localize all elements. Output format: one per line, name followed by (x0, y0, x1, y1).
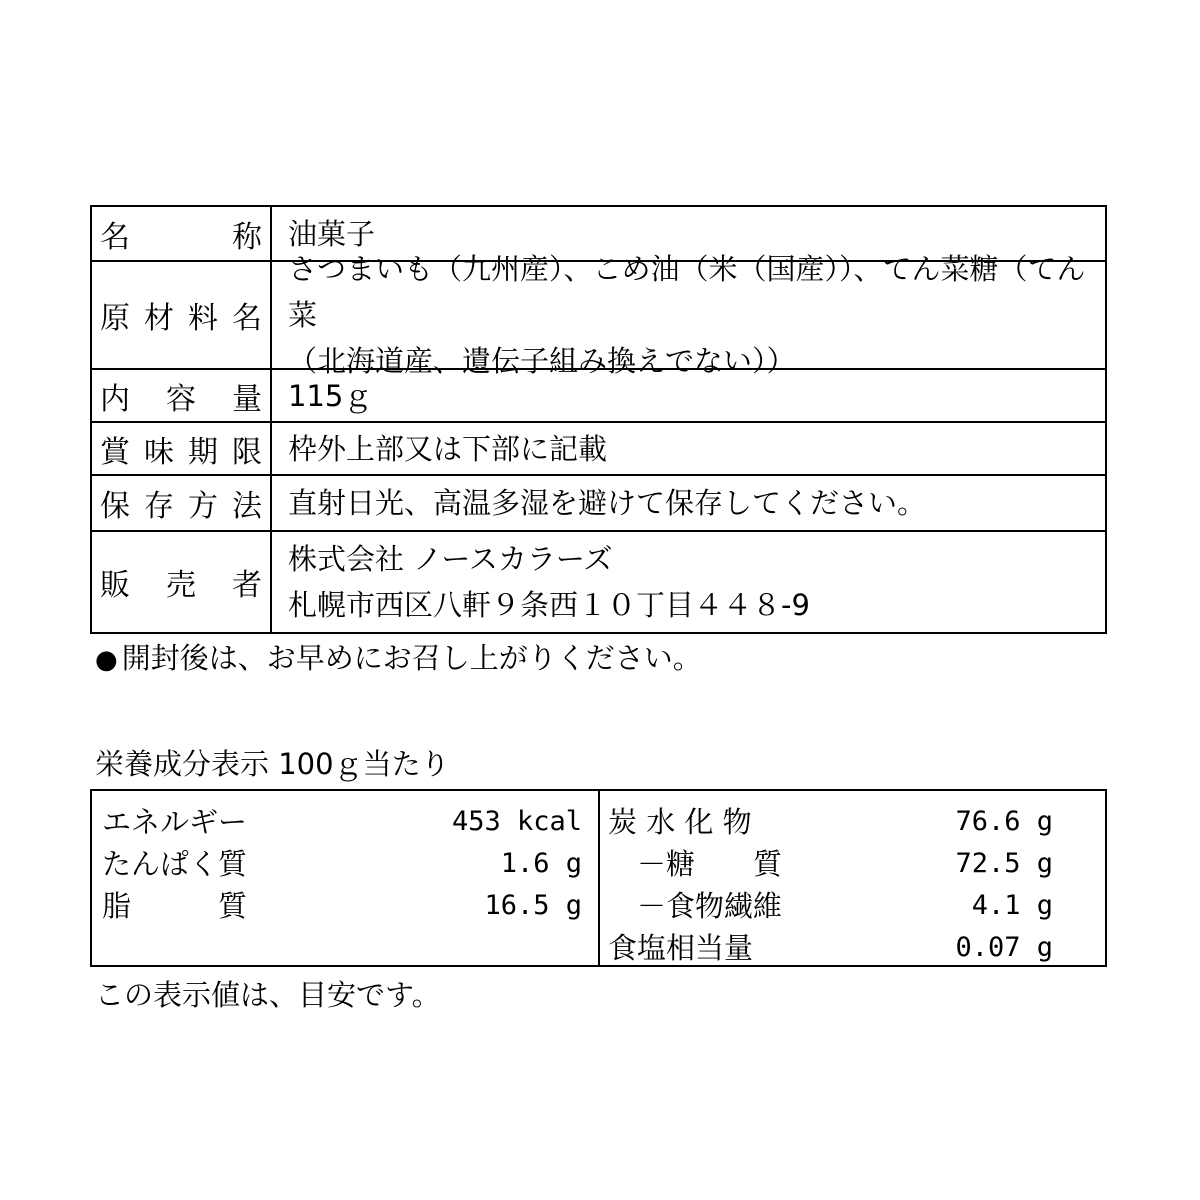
nutrition-table (90, 789, 1107, 967)
label-key: 賞味期限 (92, 423, 272, 474)
label-row-ingredients (92, 252, 1105, 378)
opening-note: ● 開封後は、お早めにお召し上がりください。 (95, 641, 702, 675)
bullet-icon: ● (95, 645, 118, 675)
label-key: 保存方法 (92, 476, 272, 530)
label-value: 直射日光、高温多湿を避けて保存してください。 (288, 486, 927, 520)
nutrition-row: たんぱく質 1.6 g (102, 847, 582, 881)
nutrition-row: 食塩相当量 0.07 g (608, 931, 1053, 965)
label-row-seller (92, 530, 1105, 632)
nutrition-row: －糖 質 72.5 g (608, 847, 1053, 881)
label-key: 原材料名 (92, 262, 272, 368)
label-value: さつまいも（九州産）、こめ油（米（国産））、てん菜糖（てん菜 （北海道産、遺伝子組み換えでない）） (288, 252, 1086, 378)
label-key: 名 称 (92, 207, 272, 260)
nutrition-right-column (600, 791, 1105, 965)
label-key: 内 容 量 (92, 370, 272, 421)
product-label-table (90, 205, 1107, 634)
label-row-best-before (92, 421, 1105, 474)
nutrition-title: 栄養成分表示 100ｇ当たり (95, 747, 450, 781)
label-row-content (92, 368, 1105, 421)
label-key: 販 売 者 (92, 532, 272, 632)
label-value: 株式会社 ノースカラーズ 札幌市西区八軒９条西１０丁目４４８-9 (288, 542, 810, 622)
nutrition-left-column (92, 791, 600, 965)
label-value: 油菓子 (288, 216, 376, 251)
nutrition-row: 炭 水 化 物 76.6 g (608, 805, 1053, 839)
nutrition-footnote: この表示値は、目安です。 (95, 978, 441, 1012)
nutrition-row: －食物繊維 4.1 g (608, 889, 1053, 923)
nutrition-row: 脂 質 16.5 g (102, 889, 582, 923)
label-value: 115ｇ (288, 378, 373, 413)
label-row-storage (92, 474, 1105, 530)
label-value: 枠外上部又は下部に記載 (288, 431, 608, 466)
nutrition-row: エネルギー 453 kcal (102, 805, 582, 839)
